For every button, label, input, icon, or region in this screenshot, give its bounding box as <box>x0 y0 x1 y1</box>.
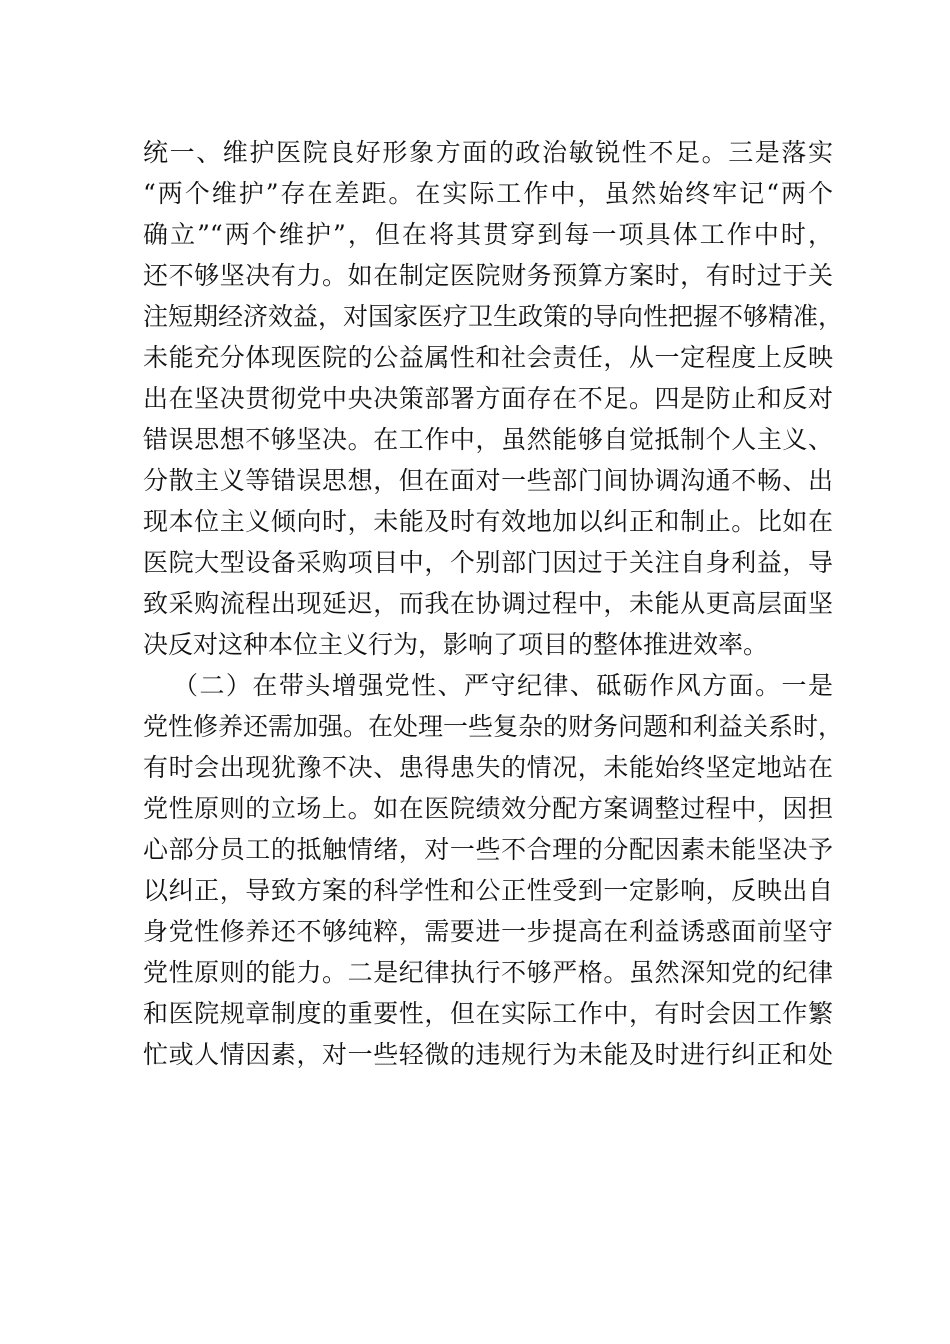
text-line: 确立”“两个维护”，但在将其贯穿到每一项具体工作中时， <box>143 220 833 249</box>
text-line: 党性原则的能力。二是纪律执行不够严格。虽然深知党的纪律 <box>143 958 833 987</box>
text-line: 注短期经济效益，对国家医疗卫生政策的导向性把握不够精准， <box>143 302 844 331</box>
text-line: 党性原则的立场上。如在医院绩效分配方案调整过程中，因担 <box>143 794 833 823</box>
text-line: 身党性修养还不够纯粹，需要进一步提高在利益诱惑面前坚守 <box>143 917 833 946</box>
text-line: 统一、维护医院良好形象方面的政治敏锐性不足。三是落实 <box>143 138 833 167</box>
section-heading-line: （二）在带头增强党性、严守纪律、砥砺作风方面。一是 <box>173 671 833 700</box>
text-line: 未能充分体现医院的公益属性和社会责任，从一定程度上反映 <box>143 343 833 372</box>
paragraph-end-line: 决反对这种本位主义行为，影响了项目的整体推进效率。 <box>143 630 769 659</box>
text-line: 忙或人情因素，对一些轻微的违规行为未能及时进行纠正和处 <box>143 1040 833 1069</box>
text-line: 和医院规章制度的重要性，但在实际工作中，有时会因工作繁 <box>143 999 833 1028</box>
text-line: 还不够坚决有力。如在制定医院财务预算方案时，有时过于关 <box>143 261 833 290</box>
text-line: 致采购流程出现延迟，而我在协调过程中，未能从更高层面坚 <box>143 589 833 618</box>
text-line: 以纠正，导致方案的科学性和公正性受到一定影响，反映出自 <box>143 876 833 905</box>
text-line: 现本位主义倾向时，未能及时有效地加以纠正和制止。比如在 <box>143 507 833 536</box>
text-line: 出在坚决贯彻党中央决策部署方面存在不足。四是防止和反对 <box>143 384 833 413</box>
text-line: 错误思想不够坚决。在工作中，虽然能够自觉抵制个人主义、 <box>143 425 833 454</box>
text-line: “两个维护”存在差距。在实际工作中，虽然始终牢记“两个 <box>143 179 833 208</box>
text-line: 医院大型设备采购项目中，个别部门因过于关注自身利益，导 <box>143 548 833 577</box>
body-text <box>143 132 844 1075</box>
text-line: 有时会出现犹豫不决、患得患失的情况，未能始终坚定地站在 <box>143 753 833 782</box>
text-line: 分散主义等错误思想，但在面对一些部门间协调沟通不畅、出 <box>143 466 833 495</box>
text-line: 心部分员工的抵触情绪，对一些不合理的分配因素未能坚决予 <box>143 835 833 864</box>
text-line: 党性修养还需加强。在处理一些复杂的财务问题和利益关系时， <box>143 712 844 741</box>
